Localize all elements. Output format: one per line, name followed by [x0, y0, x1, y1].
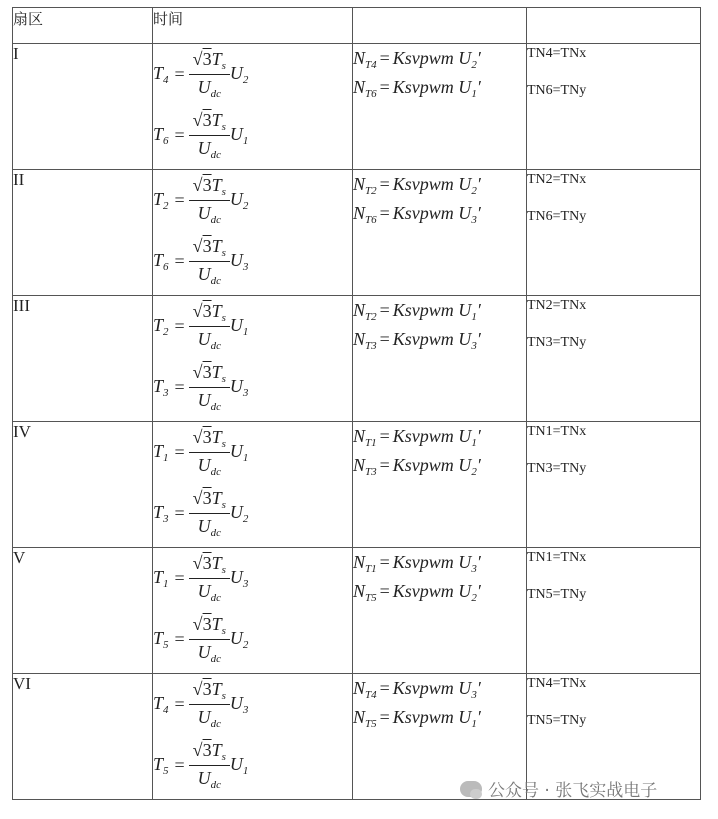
- assignment-x: TN1=TNx: [527, 550, 587, 565]
- table-row: [13, 548, 701, 674]
- sector-label: [13, 422, 153, 548]
- sector-label: [13, 170, 153, 296]
- time-lhs: $T_3$: [153, 502, 169, 525]
- count-cell: [353, 170, 527, 296]
- time-equation: $T_6$ = $\frac{√3T_s}{U_{dc}}$ $U_3$: [153, 236, 249, 287]
- watermark: [460, 776, 657, 801]
- count-equation: $N_{T4}$ = Ksvpwm $U_2'$: [353, 48, 481, 71]
- time-cell: [153, 422, 353, 548]
- assignment-cell: [527, 296, 701, 422]
- table-header-row: [13, 8, 701, 44]
- time-equation: $T_1$ = $\frac{√3T_s}{U_{dc}}$ $U_1$: [153, 427, 249, 478]
- time-cell: [153, 170, 353, 296]
- sector-number: V: [13, 548, 26, 567]
- count-cell: [353, 296, 527, 422]
- assignment-y: TN6=TNy: [527, 83, 587, 98]
- time-lhs: $T_2$: [153, 189, 169, 212]
- time-cell: [153, 44, 353, 170]
- assignment-y: TN5=TNy: [527, 587, 587, 602]
- table-row: [13, 44, 701, 170]
- sector-number: II: [13, 170, 25, 189]
- assignment-y: TN3=TNy: [527, 335, 587, 350]
- fraction: $\frac{√3T_s}{U_{dc}}$: [189, 488, 230, 539]
- count-equation: $N_{T3}$ = Ksvpwm $U_3'$: [353, 329, 481, 352]
- assignment-y: TN6=TNy: [527, 209, 587, 224]
- fraction: $\frac{√3T_s}{U_{dc}}$: [189, 553, 230, 604]
- header-sector: 扇区: [13, 8, 153, 44]
- count-cell: [353, 548, 527, 674]
- time-cell: [153, 548, 353, 674]
- count-cell: [353, 44, 527, 170]
- sector-label: [13, 44, 153, 170]
- time-equation: $T_1$ = $\frac{√3T_s}{U_{dc}}$ $U_3$: [153, 553, 249, 604]
- sector-label: [13, 674, 153, 800]
- time-lhs: $T_5$: [153, 754, 169, 777]
- sector-number: III: [13, 296, 30, 315]
- fraction: $\frac{√3T_s}{U_{dc}}$: [189, 740, 230, 791]
- count-equation: $N_{T1}$ = Ksvpwm $U_1'$: [353, 426, 481, 449]
- watermark-text: 公众号 · 张飞实战电子: [488, 781, 658, 801]
- table-row: [13, 422, 701, 548]
- table-body: [13, 44, 701, 800]
- table-row: [13, 170, 701, 296]
- fraction: $\frac{√3T_s}{U_{dc}}$: [189, 110, 230, 161]
- assignment-cell: [527, 170, 701, 296]
- time-lhs: $T_1$: [153, 567, 169, 590]
- count-equation: $N_{T2}$ = Ksvpwm $U_1'$: [353, 300, 481, 323]
- fraction: $\frac{√3T_s}{U_{dc}}$: [189, 301, 230, 352]
- fraction: $\frac{√3T_s}{U_{dc}}$: [189, 49, 230, 100]
- time-equation: $T_4$ = $\frac{√3T_s}{U_{dc}}$ $U_3$: [153, 679, 249, 730]
- sector-number: I: [13, 44, 19, 63]
- time-lhs: $T_1$: [153, 441, 169, 464]
- time-equation: $T_3$ = $\frac{√3T_s}{U_{dc}}$ $U_3$: [153, 362, 249, 413]
- assignment-x: TN4=TNx: [527, 46, 587, 61]
- assignment-x: TN1=TNx: [527, 424, 587, 439]
- time-lhs: $T_6$: [153, 124, 169, 147]
- time-equation: $T_2$ = $\frac{√3T_s}{U_{dc}}$ $U_1$: [153, 301, 249, 352]
- assignment-x: TN4=TNx: [527, 676, 587, 691]
- time-equation: $T_6$ = $\frac{√3T_s}{U_{dc}}$ $U_1$: [153, 110, 249, 161]
- fraction: $\frac{√3T_s}{U_{dc}}$: [189, 614, 230, 665]
- time-equation: $T_2$ = $\frac{√3T_s}{U_{dc}}$ $U_2$: [153, 175, 249, 226]
- fraction: $\frac{√3T_s}{U_{dc}}$: [189, 362, 230, 413]
- fraction: $\frac{√3T_s}{U_{dc}}$: [189, 236, 230, 287]
- sector-label: [13, 296, 153, 422]
- assignment-cell: [527, 548, 701, 674]
- time-lhs: $T_3$: [153, 376, 169, 399]
- time-lhs: $T_6$: [153, 250, 169, 273]
- count-equation: $N_{T4}$ = Ksvpwm $U_3'$: [353, 678, 481, 701]
- assignment-y: TN5=TNy: [527, 713, 587, 728]
- time-equation: $T_5$ = $\frac{√3T_s}{U_{dc}}$ $U_2$: [153, 614, 249, 665]
- time-lhs: $T_4$: [153, 693, 169, 716]
- time-lhs: $T_5$: [153, 628, 169, 651]
- time-cell: [153, 296, 353, 422]
- table-row: [13, 296, 701, 422]
- count-equation: $N_{T5}$ = Ksvpwm $U_2'$: [353, 581, 481, 604]
- assignment-x: TN2=TNx: [527, 298, 587, 313]
- header-time: 时间: [153, 8, 353, 44]
- count-equation: $N_{T2}$ = Ksvpwm $U_2'$: [353, 174, 481, 197]
- time-equation: $T_4$ = $\frac{√3T_s}{U_{dc}}$ $U_2$: [153, 49, 249, 100]
- assignment-y: TN3=TNy: [527, 461, 587, 476]
- assignment-cell: [527, 44, 701, 170]
- time-cell: [153, 674, 353, 800]
- sector-time-table: [12, 7, 701, 800]
- assignment-cell: [527, 422, 701, 548]
- wechat-icon: [460, 781, 482, 797]
- time-lhs: $T_2$: [153, 315, 169, 338]
- count-equation: $N_{T6}$ = Ksvpwm $U_1'$: [353, 77, 481, 100]
- assignment-x: TN2=TNx: [527, 172, 587, 187]
- header-count: [353, 8, 527, 44]
- sector-number: VI: [13, 674, 31, 693]
- count-equation: $N_{T5}$ = Ksvpwm $U_1'$: [353, 707, 481, 730]
- time-lhs: $T_4$: [153, 63, 169, 86]
- time-equation: $T_5$ = $\frac{√3T_s}{U_{dc}}$ $U_1$: [153, 740, 249, 791]
- sector-number: IV: [13, 422, 31, 441]
- count-cell: [353, 422, 527, 548]
- sector-label: [13, 548, 153, 674]
- fraction: $\frac{√3T_s}{U_{dc}}$: [189, 679, 230, 730]
- count-equation: $N_{T6}$ = Ksvpwm $U_3'$: [353, 203, 481, 226]
- count-equation: $N_{T3}$ = Ksvpwm $U_2'$: [353, 455, 481, 478]
- fraction: $\frac{√3T_s}{U_{dc}}$: [189, 427, 230, 478]
- count-equation: $N_{T1}$ = Ksvpwm $U_3'$: [353, 552, 481, 575]
- fraction: $\frac{√3T_s}{U_{dc}}$: [189, 175, 230, 226]
- time-equation: $T_3$ = $\frac{√3T_s}{U_{dc}}$ $U_2$: [153, 488, 249, 539]
- header-assignment: [527, 8, 701, 44]
